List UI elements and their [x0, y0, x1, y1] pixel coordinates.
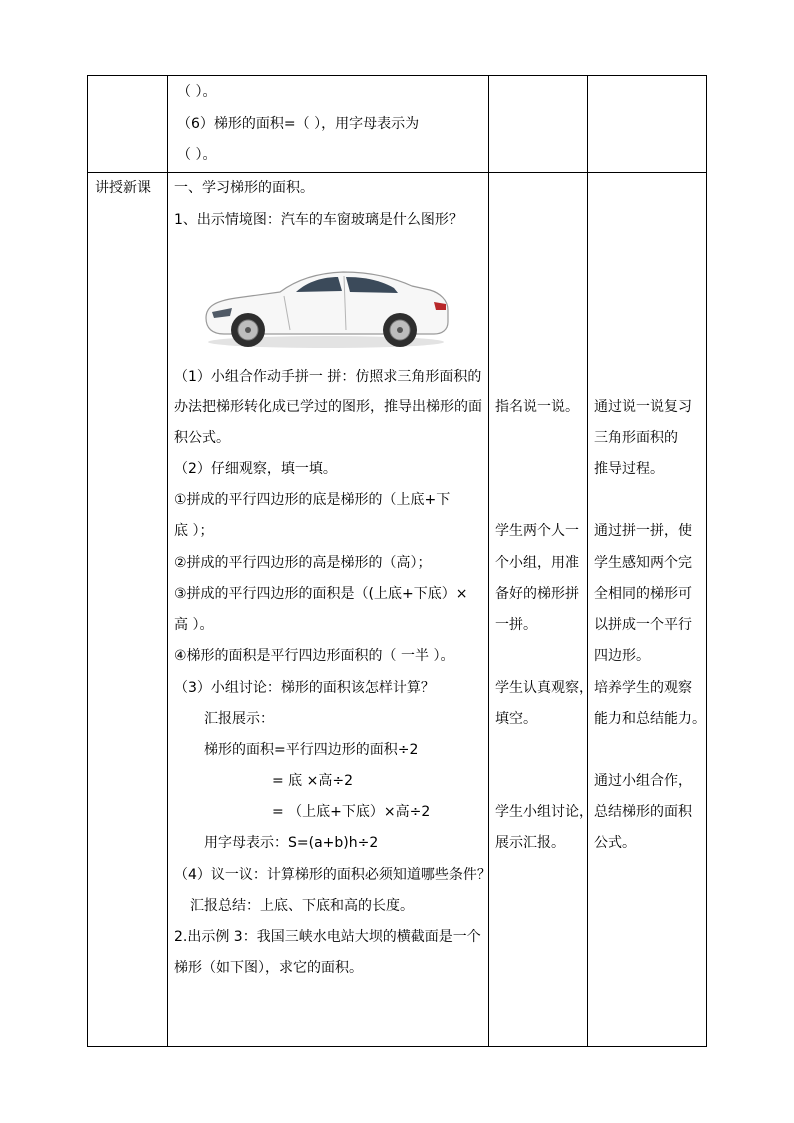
content-line: ④梯形的面积是平行四边形面积的（ 一半 ）。	[174, 648, 455, 664]
stage-label: 讲授新课	[95, 180, 151, 196]
content-line: 汇报展示：	[204, 711, 274, 727]
design-intent-line: 全相同的梯形可	[594, 586, 692, 602]
car-image	[198, 266, 454, 352]
design-intent-line: 四边形。	[594, 648, 650, 664]
student-activity-line: 学生认真观察，	[495, 680, 593, 696]
design-intent-line: 培养学生的观察	[594, 680, 692, 696]
design-intent-line: 学生感知两个完	[594, 555, 692, 571]
design-intent-line: 通过拼一拼，使	[594, 523, 692, 539]
blank-answer-line: （ ）。	[177, 84, 217, 100]
column-divider	[587, 76, 588, 1046]
content-line: 2.出示例 3：我国三峡水电站大坝的横截面是一个	[174, 929, 481, 945]
design-intent-line: 以拼成一个平行	[594, 617, 692, 633]
content-line: 梯形（如下图），求它的面积。	[174, 960, 363, 976]
student-activity-line: 展示汇报。	[495, 835, 565, 851]
design-intent-line: 总结梯形的面积	[594, 804, 692, 820]
content-line: 汇报总结：上底、下底和高的长度。	[190, 898, 414, 914]
design-intent-line: 公式。	[594, 835, 636, 851]
content-line: （3）小组讨论：梯形的面积该怎样计算？	[174, 680, 435, 696]
design-intent-line: 能力和总结能力。	[594, 711, 706, 727]
formula-line: 梯形的面积=平行四边形的面积÷2	[204, 742, 419, 758]
content-line: 办法把梯形转化成已学过的图形，推导出梯形的面	[174, 399, 482, 415]
content-line: ①拼成的平行四边形的底是梯形的（上底+下	[174, 492, 451, 508]
content-line: ③拼成的平行四边形的面积是（(上底+下底）×	[174, 586, 468, 602]
trapezoid-area-question: （6）梯形的面积=（ ），用字母表示为	[177, 116, 420, 132]
student-activity-line: 学生两个人一	[495, 523, 579, 539]
content-line: （1）小组合作动手拼一 拼：仿照求三角形面积的	[174, 369, 482, 385]
column-divider	[167, 76, 168, 1046]
student-activity-line: 填空。	[495, 711, 537, 727]
formula-line: 用字母表示：S=(a+b)h÷2	[204, 835, 379, 851]
design-intent-line: 通过小组合作，	[594, 773, 692, 789]
design-intent-line: 通过说一说复习	[594, 399, 692, 415]
row-divider	[88, 172, 706, 173]
content-line: 高 ）。	[174, 617, 214, 633]
student-activity-line: 指名说一说。	[495, 399, 579, 415]
formula-line: = （上底+下底）×高÷2	[272, 804, 431, 820]
content-line: 底 ）；	[174, 523, 214, 539]
student-activity-line: 个小组，用准	[495, 555, 579, 571]
student-activity-line: 学生小组讨论，	[495, 804, 593, 820]
content-line: （4）议一议：计算梯形的面积必须知道哪些条件？	[174, 867, 491, 883]
content-line: （2）仔细观察，填一填。	[174, 461, 337, 477]
design-intent-line: 三角形面积的	[594, 430, 678, 446]
student-activity-line: 一拼。	[495, 617, 537, 633]
formula-line: = 底 ×高÷2	[272, 773, 353, 789]
content-line: 1、出示情境图：汽车的车窗玻璃是什么图形？	[174, 212, 463, 228]
content-line: ②拼成的平行四边形的高是梯形的（高）；	[174, 555, 432, 571]
student-activity-line: 备好的梯形拼	[495, 586, 579, 602]
column-divider	[488, 76, 489, 1046]
content-line: 一、学习梯形的面积。	[174, 180, 314, 196]
content-line: 积公式。	[174, 430, 230, 446]
blank-answer-line: （ ）。	[177, 147, 217, 163]
design-intent-line: 推导过程。	[594, 461, 664, 477]
